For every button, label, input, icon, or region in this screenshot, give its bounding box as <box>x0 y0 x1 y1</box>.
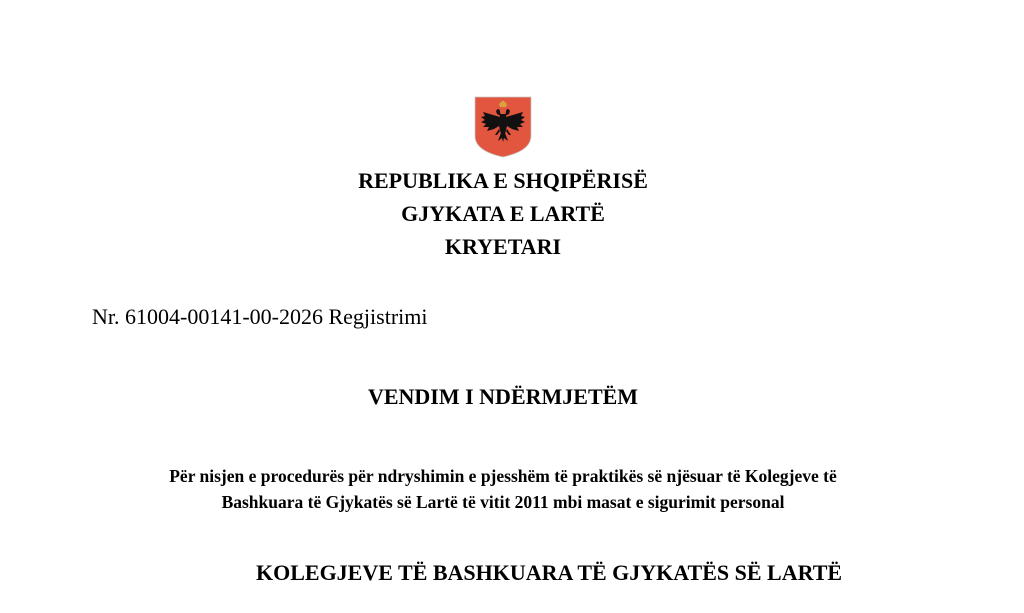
subject-line-2: Bashkuara të Gjykatës së Lartë të vitit 2011 mbi masat e sigurimit personal <box>221 492 785 512</box>
albanian-coat-of-arms-icon <box>473 96 533 158</box>
decision-subject <box>0 463 1006 515</box>
header-court: GJYKATA E LARTË <box>401 201 605 226</box>
body-heading: KOLEGJEVE TË BASHKUARA TË GJYKATËS SË LARTË <box>256 560 843 585</box>
registration-number: Nr. 61004-00141-00-2026 Regjistrimi <box>92 304 428 329</box>
header-country: REPUBLIKA E SHQIPËRISË <box>358 168 648 193</box>
subject-line-1: Për nisjen e procedurës për ndryshimin e pjesshëm të praktikës së njësuar të Kolegjeve të <box>169 466 837 486</box>
decision-title: VENDIM I NDËRMJETËM <box>367 384 639 409</box>
header-office: KRYETARI <box>444 234 562 259</box>
